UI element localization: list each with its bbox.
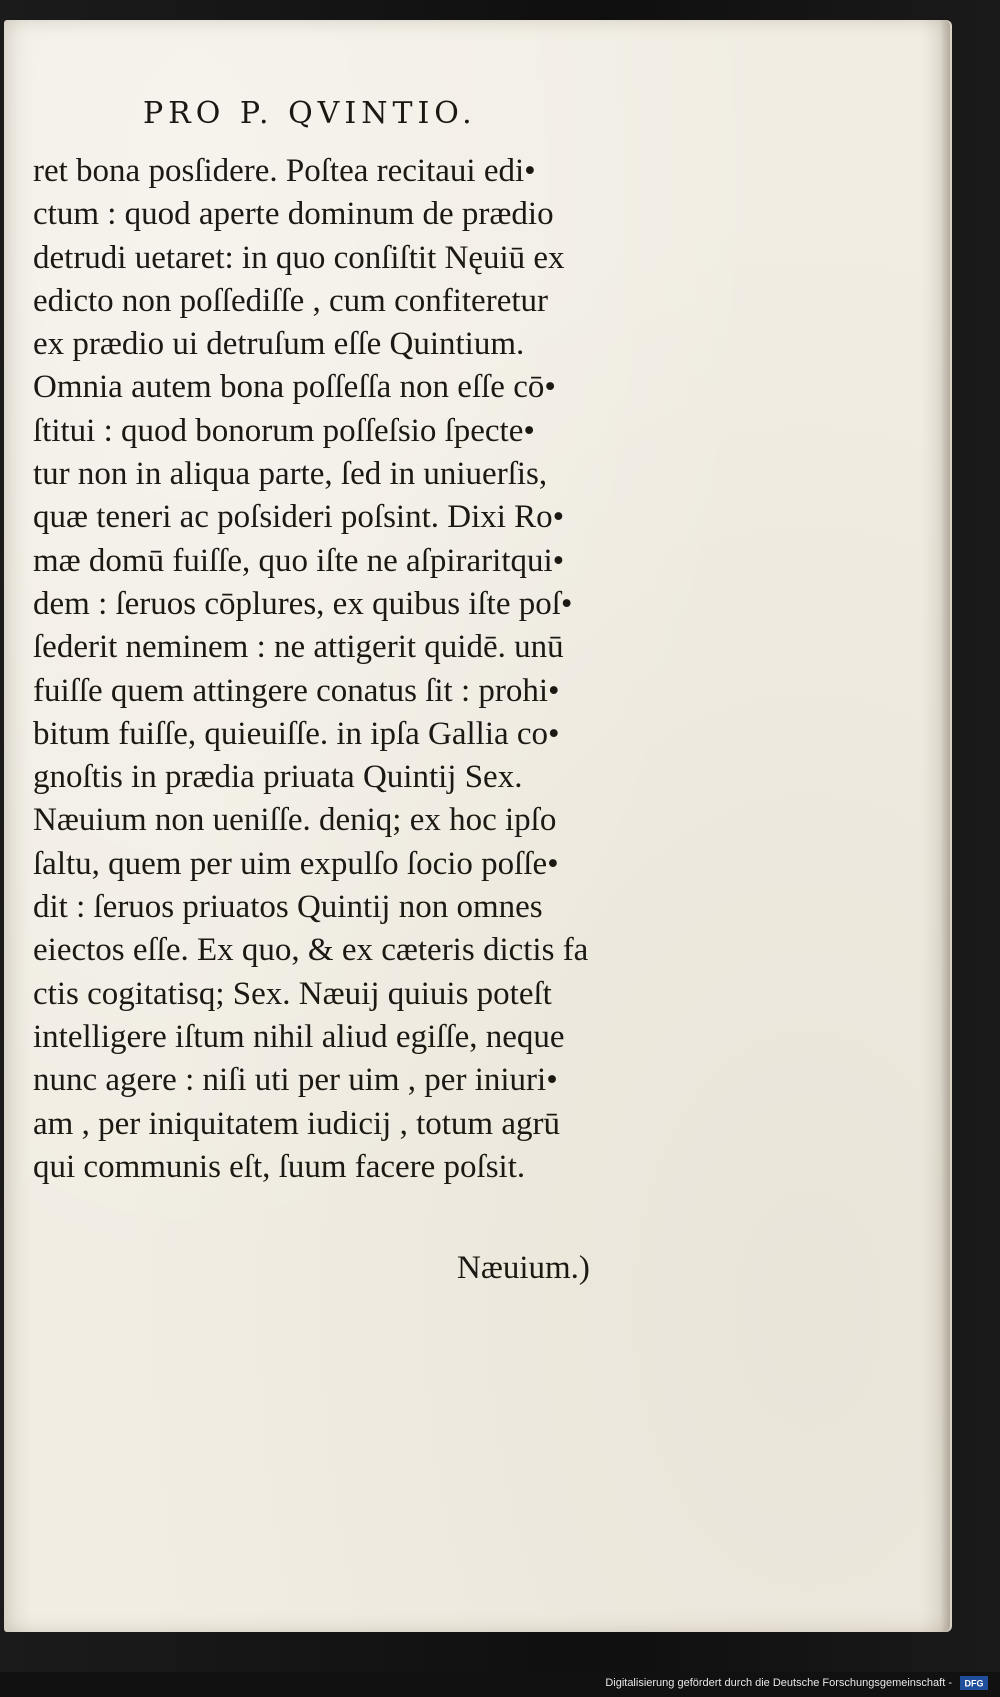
text-line: am , per iniquitatem iudicij , totum agrū xyxy=(33,1105,560,1142)
text-line: ſtitui : quod bonorum poſſeſsio ſpecte• xyxy=(33,412,535,449)
dfg-logo-icon xyxy=(960,1676,988,1690)
page-edge-shadow xyxy=(940,20,950,1632)
text-line: ctum : quod aperte dominum de prædio xyxy=(33,196,554,233)
text-line: eiectos eſſe. Ex quo, & ex cæteris dictis fa xyxy=(33,932,589,969)
text-line: ſaltu, quem per uim expulſo ſocio poſſe• xyxy=(33,845,559,882)
text-line: quæ teneri ac poſsideri poſsint. Dixi Ro• xyxy=(33,499,565,536)
text-line: ctis cogitatisq; Sex. Næuij quiuis poteſt xyxy=(33,975,552,1012)
text-line: ex prædio ui detruſum eſſe Quintium. xyxy=(33,326,525,363)
text-line: detrudi uetaret: in quo conſiſtit Nęuiū ex xyxy=(33,239,565,276)
footer-bar xyxy=(0,1672,1000,1697)
text-line: gnoſtis in prædia priuata Quintij Sex. xyxy=(33,759,523,796)
text-line: mæ domū fuiſſe, quo iſte ne aſpiraritqui• xyxy=(33,542,565,579)
dfg-logo-text: DFG xyxy=(964,1678,984,1689)
text-line: edicto non poſſediſſe , cum confiteretur xyxy=(33,282,548,319)
text-line: Omnia autem bona poſſeſſa non eſſe cō• xyxy=(33,369,556,406)
body-text xyxy=(33,150,673,1189)
running-head: PRO P. QVINTIO. xyxy=(143,96,477,131)
text-line: tur non in aliqua parte, ſed in uniuerſis, xyxy=(33,456,548,493)
text-line: dem : ſeruos cōplures, ex quibus iſte poſ• xyxy=(33,585,573,622)
text-line: nunc agere : niſi uti per uim , per iniuri• xyxy=(33,1062,558,1099)
text-line: bitum fuiſſe, quieuiſſe. in ipſa Gallia co• xyxy=(33,715,560,752)
text-line: intelligere iſtum nihil aliud egiſſe, neque xyxy=(33,1018,565,1055)
text-line: fuiſſe quem attingere conatus ſit : prohi• xyxy=(33,672,560,709)
text-line: dit : ſeruos priuatos Quintij non omnes xyxy=(33,889,543,926)
text-line: ſederit neminem : ne attigerit quidē. unū xyxy=(33,629,564,666)
text-line: Næuium non ueniſſe. deniq; ex hoc ipſo xyxy=(33,802,557,839)
text-line: ret bona posſidere. Poſtea recitaui edi• xyxy=(33,153,536,189)
text-line: qui communis eſt, ſuum facere poſsit. xyxy=(33,1148,526,1185)
funding-credit: Digitalisierung gefördert durch die Deutsche Forschungsgemeinschaft - xyxy=(605,1677,952,1689)
catchword: Næuium.) xyxy=(457,1250,590,1286)
